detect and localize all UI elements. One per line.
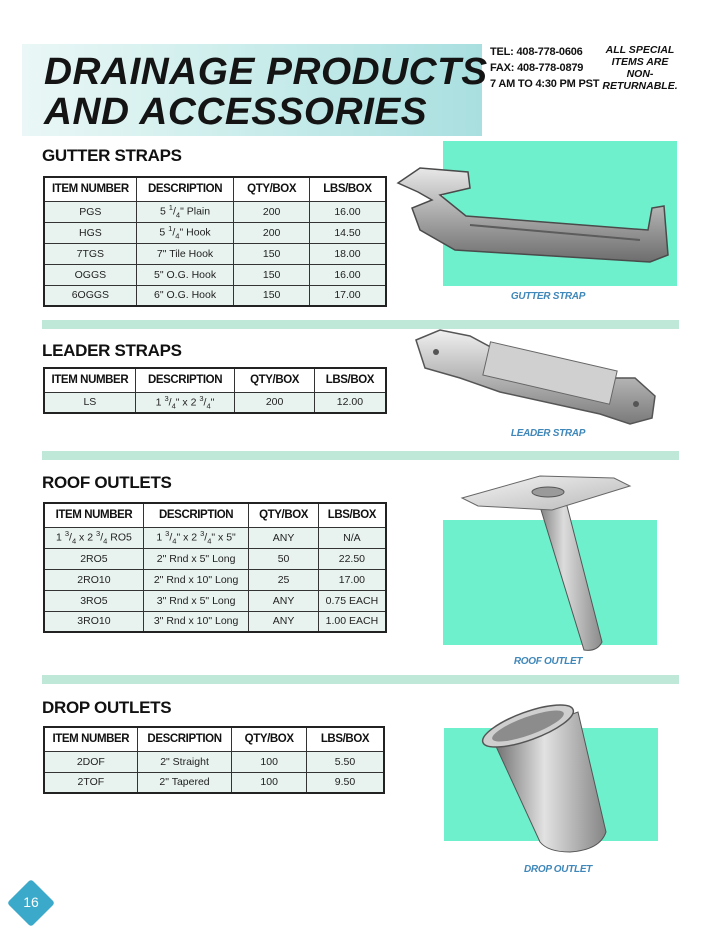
drop-outlet-caption: DROP OUTLET — [524, 864, 592, 875]
cell-lbs-box: 12.00 — [314, 392, 386, 413]
column-header-qty-box: QTY/BOX — [234, 177, 310, 201]
column-header-item-number: ITEM NUMBER — [44, 503, 143, 527]
cell-description: 2" Straight — [137, 751, 232, 772]
cell-lbs-box: 0.75 EACH — [318, 590, 386, 611]
cell-description: 3" Rnd x 5" Long — [143, 590, 248, 611]
column-header-qty-box: QTY/BOX — [235, 368, 314, 392]
cell-qty-box: 100 — [232, 772, 307, 793]
cell-qty-box: ANY — [249, 611, 318, 632]
cell-item-number: 2RO10 — [44, 569, 143, 590]
cell-qty-box: 200 — [234, 222, 310, 243]
cell-lbs-box: 14.50 — [309, 222, 386, 243]
business-hours: 7 AM TO 4:30 PM PST — [490, 78, 600, 90]
column-header-qty-box: QTY/BOX — [232, 727, 307, 751]
fax: FAX: 408-778-0879 — [490, 62, 584, 74]
cell-qty-box: 25 — [249, 569, 318, 590]
cell-description: 7" Tile Hook — [136, 243, 234, 264]
cell-item-number: 1 $^3/_4$ x 2 $^3/_4$ RO5 — [44, 527, 143, 548]
cell-qty-box: 150 — [234, 264, 310, 285]
gutter-strap-caption: GUTTER STRAP — [510, 291, 586, 302]
cell-qty-box: 200 — [235, 392, 314, 413]
column-header-description: DESCRIPTION — [137, 727, 232, 751]
cell-item-number: HGS — [44, 222, 136, 243]
notice-line: ITEMS ARE — [611, 56, 669, 68]
leader-strap-caption: LEADER STRAP — [510, 428, 586, 439]
cell-description: 3" Rnd x 10" Long — [143, 611, 248, 632]
cell-description: 5 $^1/_4$" Hook — [136, 222, 234, 243]
cell-lbs-box: 9.50 — [306, 772, 384, 793]
cell-lbs-box: 16.00 — [309, 201, 386, 222]
telephone: TEL: 408-778-0606 — [490, 46, 583, 58]
cell-qty-box: 150 — [234, 243, 310, 264]
cell-lbs-box: 1.00 EACH — [318, 611, 386, 632]
cell-lbs-box: 17.00 — [309, 285, 386, 306]
cell-item-number: 2DOF — [44, 751, 137, 772]
cell-lbs-box: N/A — [318, 527, 386, 548]
page-number: 16 — [23, 894, 39, 910]
cell-lbs-box: 18.00 — [309, 243, 386, 264]
cell-lbs-box: 22.50 — [318, 548, 386, 569]
cell-qty-box: ANY — [249, 590, 318, 611]
section-title-gutter-straps: GUTTER STRAPS — [42, 146, 182, 165]
cell-item-number: PGS — [44, 201, 136, 222]
section-title-leader-straps: LEADER STRAPS — [42, 341, 182, 360]
column-header-lbs-box: LBS/BOX — [318, 503, 386, 527]
column-header-item-number: ITEM NUMBER — [44, 177, 136, 201]
cell-qty-box: 150 — [234, 285, 310, 306]
cell-description: 5 $^1/_4$" Plain — [136, 201, 234, 222]
column-header-qty-box: QTY/BOX — [249, 503, 318, 527]
column-header-description: DESCRIPTION — [135, 368, 235, 392]
cell-item-number: 2RO5 — [44, 548, 143, 569]
cell-qty-box: 200 — [234, 201, 310, 222]
cell-description: 2" Rnd x 10" Long — [143, 569, 248, 590]
cell-description: 2" Tapered — [137, 772, 232, 793]
cell-description: 1 $^3/_4$" x 2 $^3/_4$" — [135, 392, 235, 413]
cell-qty-box: 50 — [249, 548, 318, 569]
cell-lbs-box: 5.50 — [306, 751, 384, 772]
cell-item-number: OGGS — [44, 264, 136, 285]
cell-qty-box: 100 — [232, 751, 307, 772]
roof-outlet-caption: ROOF OUTLET — [513, 656, 583, 667]
cell-description: 2" Rnd x 5" Long — [143, 548, 248, 569]
cell-item-number: 3RO10 — [44, 611, 143, 632]
page-title-line2: AND ACCESSORIES — [44, 91, 428, 133]
cell-item-number: 7TGS — [44, 243, 136, 264]
column-header-lbs-box: LBS/BOX — [306, 727, 384, 751]
notice-line: ALL SPECIAL — [605, 44, 675, 56]
column-header-item-number: ITEM NUMBER — [44, 368, 135, 392]
cell-lbs-box: 17.00 — [318, 569, 386, 590]
cell-item-number: LS — [44, 392, 135, 413]
column-header-lbs-box: LBS/BOX — [314, 368, 386, 392]
column-header-description: DESCRIPTION — [143, 503, 248, 527]
cell-description: 6" O.G. Hook — [136, 285, 234, 306]
cell-description: 1 $^3/_4$" x 2 $^3/_4$" x 5" — [143, 527, 248, 548]
section-title-roof-outlets: ROOF OUTLETS — [42, 473, 172, 492]
page-title-line1: DRAINAGE PRODUCTS — [44, 51, 488, 93]
column-header-item-number: ITEM NUMBER — [44, 727, 137, 751]
cell-item-number: 2TOF — [44, 772, 137, 793]
section-title-drop-outlets: DROP OUTLETS — [42, 698, 172, 717]
cell-item-number: 3RO5 — [44, 590, 143, 611]
notice-line: NON-RETURNABLE. — [602, 68, 678, 92]
cell-lbs-box: 16.00 — [309, 264, 386, 285]
column-header-description: DESCRIPTION — [136, 177, 234, 201]
cell-qty-box: ANY — [249, 527, 318, 548]
column-header-lbs-box: LBS/BOX — [309, 177, 386, 201]
cell-description: 5" O.G. Hook — [136, 264, 234, 285]
cell-item-number: 6OGGS — [44, 285, 136, 306]
